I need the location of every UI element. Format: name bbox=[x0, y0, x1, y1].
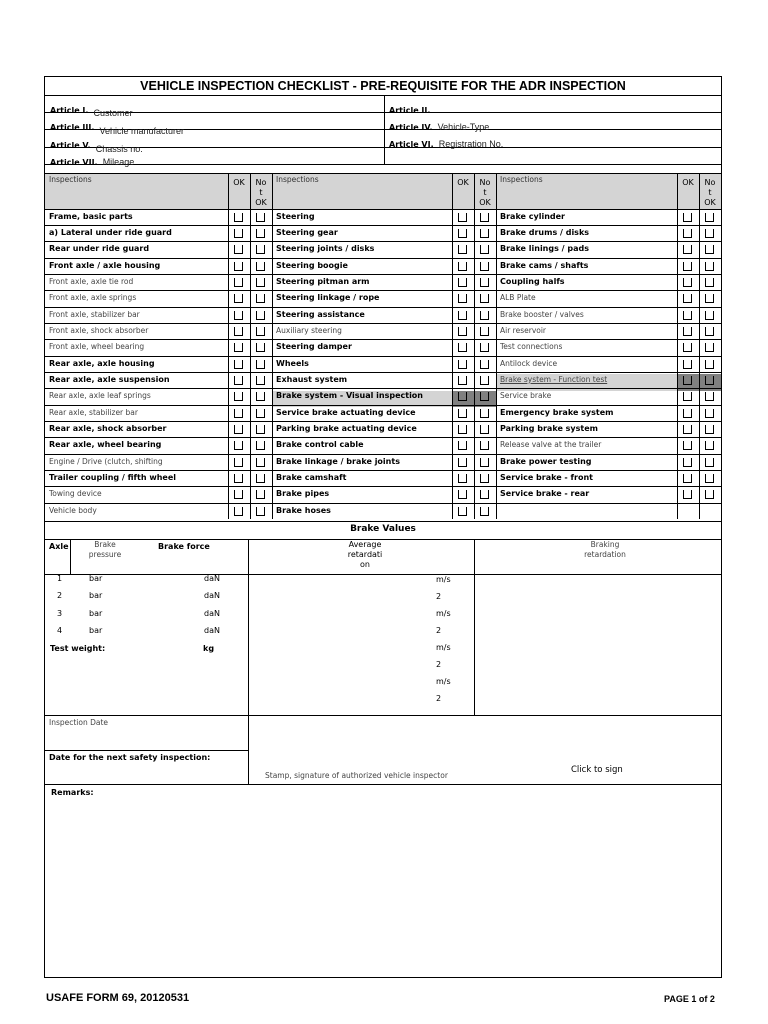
page-number: PAGE 1 of 2 bbox=[664, 994, 715, 1004]
c1-ok-checkbox[interactable] bbox=[234, 392, 243, 401]
remarks-label: Remarks: bbox=[51, 788, 94, 797]
c2-ok-checkbox[interactable] bbox=[458, 343, 467, 352]
c2-not-ok-checkbox[interactable] bbox=[480, 490, 489, 499]
c2-item-label: Brake control cable bbox=[276, 440, 364, 449]
c3-item-label: Brake drums / disks bbox=[500, 228, 590, 237]
c2-not-ok-checkbox[interactable] bbox=[480, 474, 489, 483]
c1-not-ok-checkbox[interactable] bbox=[256, 507, 265, 516]
c2-item-label: Steering assistance bbox=[276, 310, 365, 319]
c1-item-label: Front axle / axle housing bbox=[49, 261, 161, 270]
c3-item-label: Parking brake system bbox=[500, 424, 598, 433]
brake-row-axle: 3 bbox=[57, 609, 63, 618]
c1-item-label: Rear axle, shock absorber bbox=[49, 424, 167, 433]
c1-not-ok-checkbox[interactable] bbox=[256, 441, 265, 450]
col2-header: Inspections bbox=[276, 175, 319, 184]
c2-not-ok-checkbox[interactable] bbox=[480, 360, 489, 369]
c2-item-label: Parking brake actuating device bbox=[276, 424, 417, 433]
brake-row-force-unit: daN bbox=[204, 626, 220, 635]
brake-row-force-unit: daN bbox=[204, 591, 220, 600]
click-to-sign-button[interactable]: Click to sign bbox=[571, 765, 623, 775]
c3-not-ok-checkbox[interactable] bbox=[705, 213, 714, 222]
c1-ok-checkbox[interactable] bbox=[234, 441, 243, 450]
c1-item-label: Rear under ride guard bbox=[49, 244, 150, 253]
c3-ok-checkbox[interactable] bbox=[683, 490, 692, 499]
c3-not-ok-checkbox[interactable] bbox=[705, 425, 714, 434]
brake-row-axle: 1 bbox=[57, 574, 63, 583]
c1-item-label: Rear axle, axle housing bbox=[49, 359, 155, 368]
c3-not-ok-checkbox[interactable] bbox=[705, 343, 714, 352]
brake-row-axle: 2 bbox=[57, 591, 63, 600]
c3-ok-checkbox[interactable] bbox=[683, 294, 692, 303]
c3-ok-checkbox[interactable] bbox=[683, 360, 692, 369]
form-number: USAFE FORM 69, 20120531 bbox=[46, 992, 190, 1004]
c3-item-label: Brake cams / shafts bbox=[500, 261, 589, 270]
c2-ok-checkbox[interactable] bbox=[458, 360, 467, 369]
brake-row-axle: 4 bbox=[57, 626, 63, 635]
c3-not-ok-checkbox[interactable] bbox=[705, 360, 714, 369]
form-title: VEHICLE INSPECTION CHECKLIST - PRE-REQUISITE FOR THE ADR INSPECTION bbox=[140, 79, 626, 93]
c1-not-ok-checkbox[interactable] bbox=[256, 343, 265, 352]
brake-row-force-unit: daN bbox=[204, 609, 220, 618]
c3-not-ok-checkbox[interactable] bbox=[705, 474, 714, 483]
c2-item-label: Steering linkage / rope bbox=[276, 293, 380, 302]
c3-ok-checkbox[interactable] bbox=[683, 376, 692, 385]
c3-item-label: Brake linings / pads bbox=[500, 244, 589, 253]
c2-item-label: Steering bbox=[276, 212, 315, 221]
c1-not-ok-checkbox[interactable] bbox=[256, 474, 265, 483]
c1-item-label: Front axle, wheel bearing bbox=[49, 342, 145, 351]
c3-ok-checkbox[interactable] bbox=[683, 425, 692, 434]
c3-item-label: ALB Plate bbox=[500, 293, 536, 302]
c2-not-ok-checkbox[interactable] bbox=[480, 278, 489, 287]
c1-not-ok-checkbox[interactable] bbox=[256, 409, 265, 418]
c1-item-label: Towing device bbox=[49, 489, 102, 498]
c1-not-ok-checkbox[interactable] bbox=[256, 311, 265, 320]
c1-item-label: Front axle, stabilizer bar bbox=[49, 310, 140, 319]
c3-item-label: Air reservoir bbox=[500, 326, 547, 335]
c3-not-ok-checkbox[interactable] bbox=[705, 294, 714, 303]
c1-item-label: Engine / Drive (clutch, shifting bbox=[49, 457, 163, 466]
c2-ok-checkbox[interactable] bbox=[458, 311, 467, 320]
col1-ok-header: OK bbox=[233, 178, 245, 187]
c2-ok-checkbox[interactable] bbox=[458, 229, 467, 238]
kg-unit: kg bbox=[203, 644, 215, 653]
c1-item-label: Vehicle body bbox=[49, 506, 97, 515]
col3-ok-header: OK bbox=[682, 178, 694, 187]
c2-not-ok-checkbox[interactable] bbox=[480, 376, 489, 385]
col3-notok-header: No t OK bbox=[704, 178, 716, 207]
brake-row-force-unit: daN bbox=[204, 574, 220, 583]
c3-ok-checkbox[interactable] bbox=[683, 343, 692, 352]
c1-not-ok-checkbox[interactable] bbox=[256, 245, 265, 254]
brake-pressure-header: Brake pressure bbox=[88, 540, 122, 559]
c1-ok-checkbox[interactable] bbox=[234, 490, 243, 499]
c3-item-label: Brake power testing bbox=[500, 457, 592, 466]
c2-ok-checkbox[interactable] bbox=[458, 441, 467, 450]
c3-item-label: Brake cylinder bbox=[500, 212, 565, 221]
c2-ok-checkbox[interactable] bbox=[458, 278, 467, 287]
remarks-field[interactable] bbox=[46, 799, 720, 975]
field-chassis-no[interactable]: Article V. $_{Chassis no.}$ bbox=[50, 141, 143, 154]
c1-ok-checkbox[interactable] bbox=[234, 311, 243, 320]
c1-not-ok-checkbox[interactable] bbox=[256, 229, 265, 238]
c2-ok-checkbox[interactable] bbox=[458, 392, 467, 401]
c3-item-label: Release valve at the trailer bbox=[500, 440, 602, 449]
c1-not-ok-checkbox[interactable] bbox=[256, 294, 265, 303]
c2-not-ok-checkbox[interactable] bbox=[480, 507, 489, 516]
average-retardation-header: Average retardati on bbox=[347, 540, 383, 569]
c3-ok-checkbox[interactable] bbox=[683, 327, 692, 336]
c1-ok-checkbox[interactable] bbox=[234, 360, 243, 369]
c3-not-ok-checkbox[interactable] bbox=[705, 441, 714, 450]
brake-row-pressure-unit: bar bbox=[89, 609, 103, 618]
c1-item-label: Trailer coupling / fifth wheel bbox=[49, 473, 177, 482]
c3-item-label: Emergency brake system bbox=[500, 408, 614, 417]
c2-not-ok-checkbox[interactable] bbox=[480, 262, 489, 271]
next-inspection-date-field[interactable]: Date for the next safety inspection: bbox=[49, 753, 211, 762]
inspection-form: VEHICLE INSPECTION CHECKLIST - PRE-REQUISITE FOR THE ADR INSPECTION Article I. Customer Article II. Article III. $_{Vehicle manufacturer}$ Article IV. Vehicle-Type Article V. $_{Chassis no.}$ Article VI. Registration No. Article VII. Mileage Inspections Inspections Inspections OK No t OK OK No t OK OK No t OK Frame, basic parts a) Lateral under ride guard Rear under ride guard Front axle / axle housing Front axle, axle tie rod Front axle, axle springs Front axle, stabilizer bar Front axle, shock absorber Front axle, wheel bearing Rear axle, axle housing Rear axle, axle suspension Rear axle, axle leaf springs Rear axle, stabilizer bar Rear axle, shock absorber Rear axle, wheel bearing Engine / Drive (clutch, shifting Trailer coupling / fifth wheel Towing device Vehicle body Steering Steering gear Steering joints / disks Steering boogie Steering pitman arm Steering linkage / rope Steering assistance Auxiliary steering Steering damper Wheels Exhaust system Brake system - Visual inspection Service brake actuating device Parking brake actuating device Brake control cable Brake linkage / brake joints Brake camshaft Brake pipes Brake hoses Brake cylinder Brake drums / disks Brake linings / pads Brake cams / shafts Coupling halfs ALB Plate Brake booster / valves Air reservoir Test connections Antilock device Brake system - Function test Service brake Emergency brake system Parking brake system Release valve at the trailer Brake power testing Service brake - front Service brake - rear Brake Values Axle Brake pressure Brake force Average retardati on Braking retardation 1 bar daN 2 bar daN 3 bar daN 4 bar daN Test weight: kg m/s 2 m/s 2 m/s 2 m/s 2 Inspection Date Date for the next safety inspection: Stamp, signature of authorized vehicle inspector Click to sign Remarks: bbox=[44, 76, 722, 978]
c1-ok-checkbox[interactable] bbox=[234, 245, 243, 254]
col1-notok-header: No t OK bbox=[255, 178, 267, 207]
c2-not-ok-checkbox[interactable] bbox=[480, 392, 489, 401]
c3-ok-checkbox[interactable] bbox=[683, 278, 692, 287]
c3-not-ok-checkbox[interactable] bbox=[705, 409, 714, 418]
c2-ok-checkbox[interactable] bbox=[458, 376, 467, 385]
c2-not-ok-checkbox[interactable] bbox=[480, 245, 489, 254]
field-article-2[interactable]: Article II. bbox=[389, 106, 431, 115]
field-mileage[interactable]: Article VII. Mileage bbox=[50, 157, 135, 167]
brake-force-header: Brake force bbox=[158, 542, 210, 551]
field-customer[interactable]: Article I. Customer bbox=[50, 106, 133, 118]
c2-item-label: Wheels bbox=[276, 359, 309, 368]
checklist-header bbox=[45, 174, 721, 209]
c2-item-label: Steering damper bbox=[276, 342, 352, 351]
c2-ok-checkbox[interactable] bbox=[458, 327, 467, 336]
c1-not-ok-checkbox[interactable] bbox=[256, 458, 265, 467]
c3-not-ok-checkbox[interactable] bbox=[705, 278, 714, 287]
c3-not-ok-checkbox[interactable] bbox=[705, 229, 714, 238]
c2-not-ok-checkbox[interactable] bbox=[480, 441, 489, 450]
brake-row-pressure-unit: bar bbox=[89, 591, 103, 600]
c2-item-label: Steering boogie bbox=[276, 261, 348, 270]
c1-item-label: Rear axle, stabilizer bar bbox=[49, 408, 138, 417]
c3-not-ok-checkbox[interactable] bbox=[705, 327, 714, 336]
c3-ok-checkbox[interactable] bbox=[683, 245, 692, 254]
field-registration-no[interactable]: Article VI. Registration No. bbox=[389, 139, 504, 149]
c1-ok-checkbox[interactable] bbox=[234, 294, 243, 303]
c3-item-label: Brake booster / valves bbox=[500, 310, 584, 319]
c2-item-label: Service brake actuating device bbox=[276, 408, 416, 417]
c2-ok-checkbox[interactable] bbox=[458, 245, 467, 254]
c3-item-label: Antilock device bbox=[500, 359, 558, 368]
brake-values-title: Brake Values bbox=[350, 524, 416, 534]
c3-item-label: Service brake - rear bbox=[500, 489, 590, 498]
c2-item-label: Brake camshaft bbox=[276, 473, 347, 482]
c2-not-ok-checkbox[interactable] bbox=[480, 327, 489, 336]
c3-not-ok-checkbox[interactable] bbox=[705, 458, 714, 467]
c1-item-label: Front axle, axle tie rod bbox=[49, 277, 134, 286]
c3-not-ok-checkbox[interactable] bbox=[705, 376, 714, 385]
test-weight-label: Test weight: bbox=[50, 644, 106, 653]
c1-ok-checkbox[interactable] bbox=[234, 327, 243, 336]
c2-not-ok-checkbox[interactable] bbox=[480, 409, 489, 418]
c2-item-label: Brake pipes bbox=[276, 489, 330, 498]
c2-ok-checkbox[interactable] bbox=[458, 425, 467, 434]
c1-ok-checkbox[interactable] bbox=[234, 458, 243, 467]
c2-item-label: Steering joints / disks bbox=[276, 244, 375, 253]
c3-item-label: Coupling halfs bbox=[500, 277, 565, 286]
c3-ok-checkbox[interactable] bbox=[683, 262, 692, 271]
c1-ok-checkbox[interactable] bbox=[234, 425, 243, 434]
c3-ok-checkbox[interactable] bbox=[683, 474, 692, 483]
c2-item-label: Brake system - Visual inspection bbox=[276, 391, 423, 400]
c1-not-ok-checkbox[interactable] bbox=[256, 376, 265, 385]
c2-item-label: Brake linkage / brake joints bbox=[276, 457, 400, 466]
c1-item-label: Front axle, shock absorber bbox=[49, 326, 149, 335]
c2-not-ok-checkbox[interactable] bbox=[480, 294, 489, 303]
c3-ok-checkbox[interactable] bbox=[683, 392, 692, 401]
c2-not-ok-checkbox[interactable] bbox=[480, 229, 489, 238]
c2-ok-checkbox[interactable] bbox=[458, 294, 467, 303]
c2-item-label: Brake hoses bbox=[276, 506, 331, 515]
c2-ok-checkbox[interactable] bbox=[458, 458, 467, 467]
c1-item-label: Rear axle, axle leaf springs bbox=[49, 391, 151, 400]
col1-header: Inspections bbox=[49, 175, 92, 184]
c3-item-label: Brake system - Function test bbox=[500, 375, 608, 384]
col3-header: Inspections bbox=[500, 175, 543, 184]
c1-ok-checkbox[interactable] bbox=[234, 474, 243, 483]
c1-not-ok-checkbox[interactable] bbox=[256, 425, 265, 434]
c1-not-ok-checkbox[interactable] bbox=[256, 490, 265, 499]
c3-ok-checkbox[interactable] bbox=[683, 409, 692, 418]
c1-ok-checkbox[interactable] bbox=[234, 262, 243, 271]
c2-not-ok-checkbox[interactable] bbox=[480, 213, 489, 222]
c1-item-label: Rear axle, wheel bearing bbox=[49, 440, 162, 449]
field-vehicle-manufacturer[interactable]: Article III. $_{Vehicle manufacturer}$ bbox=[50, 123, 185, 136]
c1-ok-checkbox[interactable] bbox=[234, 213, 243, 222]
c2-not-ok-checkbox[interactable] bbox=[480, 458, 489, 467]
c1-ok-checkbox[interactable] bbox=[234, 409, 243, 418]
c1-not-ok-checkbox[interactable] bbox=[256, 213, 265, 222]
c1-item-label: a) Lateral under ride guard bbox=[49, 228, 172, 237]
c3-item-label: Service brake - front bbox=[500, 473, 593, 482]
c1-ok-checkbox[interactable] bbox=[234, 376, 243, 385]
c1-not-ok-checkbox[interactable] bbox=[256, 327, 265, 336]
c3-ok-checkbox[interactable] bbox=[683, 458, 692, 467]
c3-ok-checkbox[interactable] bbox=[683, 311, 692, 320]
c3-item-label: Service brake bbox=[500, 391, 552, 400]
col2-notok-header: No t OK bbox=[479, 178, 491, 207]
inspection-date-field[interactable]: Inspection Date bbox=[49, 718, 109, 727]
c2-not-ok-checkbox[interactable] bbox=[480, 425, 489, 434]
c1-item-label: Rear axle, axle suspension bbox=[49, 375, 170, 384]
c3-not-ok-checkbox[interactable] bbox=[705, 311, 714, 320]
c3-not-ok-checkbox[interactable] bbox=[705, 245, 714, 254]
field-vehicle-type[interactable]: Article IV. Vehicle-Type bbox=[389, 122, 490, 132]
c3-ok-checkbox[interactable] bbox=[683, 441, 692, 450]
c2-item-label: Auxiliary steering bbox=[276, 326, 342, 335]
c1-ok-checkbox[interactable] bbox=[234, 343, 243, 352]
c3-not-ok-checkbox[interactable] bbox=[705, 392, 714, 401]
c1-not-ok-checkbox[interactable] bbox=[256, 262, 265, 271]
c2-ok-checkbox[interactable] bbox=[458, 474, 467, 483]
stamp-signature-label: Stamp, signature of authorized vehicle inspector bbox=[265, 771, 448, 780]
c2-item-label: Steering pitman arm bbox=[276, 277, 370, 286]
c2-not-ok-checkbox[interactable] bbox=[480, 311, 489, 320]
braking-retardation-header: Braking retardation bbox=[584, 540, 626, 559]
brake-row-pressure-unit: bar bbox=[89, 626, 103, 635]
c1-ok-checkbox[interactable] bbox=[234, 229, 243, 238]
c2-ok-checkbox[interactable] bbox=[458, 409, 467, 418]
axle-header: Axle bbox=[49, 542, 69, 551]
c2-ok-checkbox[interactable] bbox=[458, 213, 467, 222]
c1-ok-checkbox[interactable] bbox=[234, 278, 243, 287]
c2-not-ok-checkbox[interactable] bbox=[480, 343, 489, 352]
c3-item-label: Test connections bbox=[500, 342, 563, 351]
c1-ok-checkbox[interactable] bbox=[234, 507, 243, 516]
c2-ok-checkbox[interactable] bbox=[458, 490, 467, 499]
c2-ok-checkbox[interactable] bbox=[458, 262, 467, 271]
c1-item-label: Frame, basic parts bbox=[49, 212, 133, 221]
c2-item-label: Steering gear bbox=[276, 228, 338, 237]
brake-row-pressure-unit: bar bbox=[89, 574, 103, 583]
c2-item-label: Exhaust system bbox=[276, 375, 348, 384]
col2-ok-header: OK bbox=[457, 178, 469, 187]
c3-ok-checkbox[interactable] bbox=[683, 229, 692, 238]
c1-not-ok-checkbox[interactable] bbox=[256, 392, 265, 401]
c2-ok-checkbox[interactable] bbox=[458, 507, 467, 516]
c1-not-ok-checkbox[interactable] bbox=[256, 278, 265, 287]
c3-not-ok-checkbox[interactable] bbox=[705, 490, 714, 499]
c3-not-ok-checkbox[interactable] bbox=[705, 262, 714, 271]
c3-ok-checkbox[interactable] bbox=[683, 213, 692, 222]
c1-not-ok-checkbox[interactable] bbox=[256, 360, 265, 369]
c1-item-label: Front axle, axle springs bbox=[49, 293, 137, 302]
